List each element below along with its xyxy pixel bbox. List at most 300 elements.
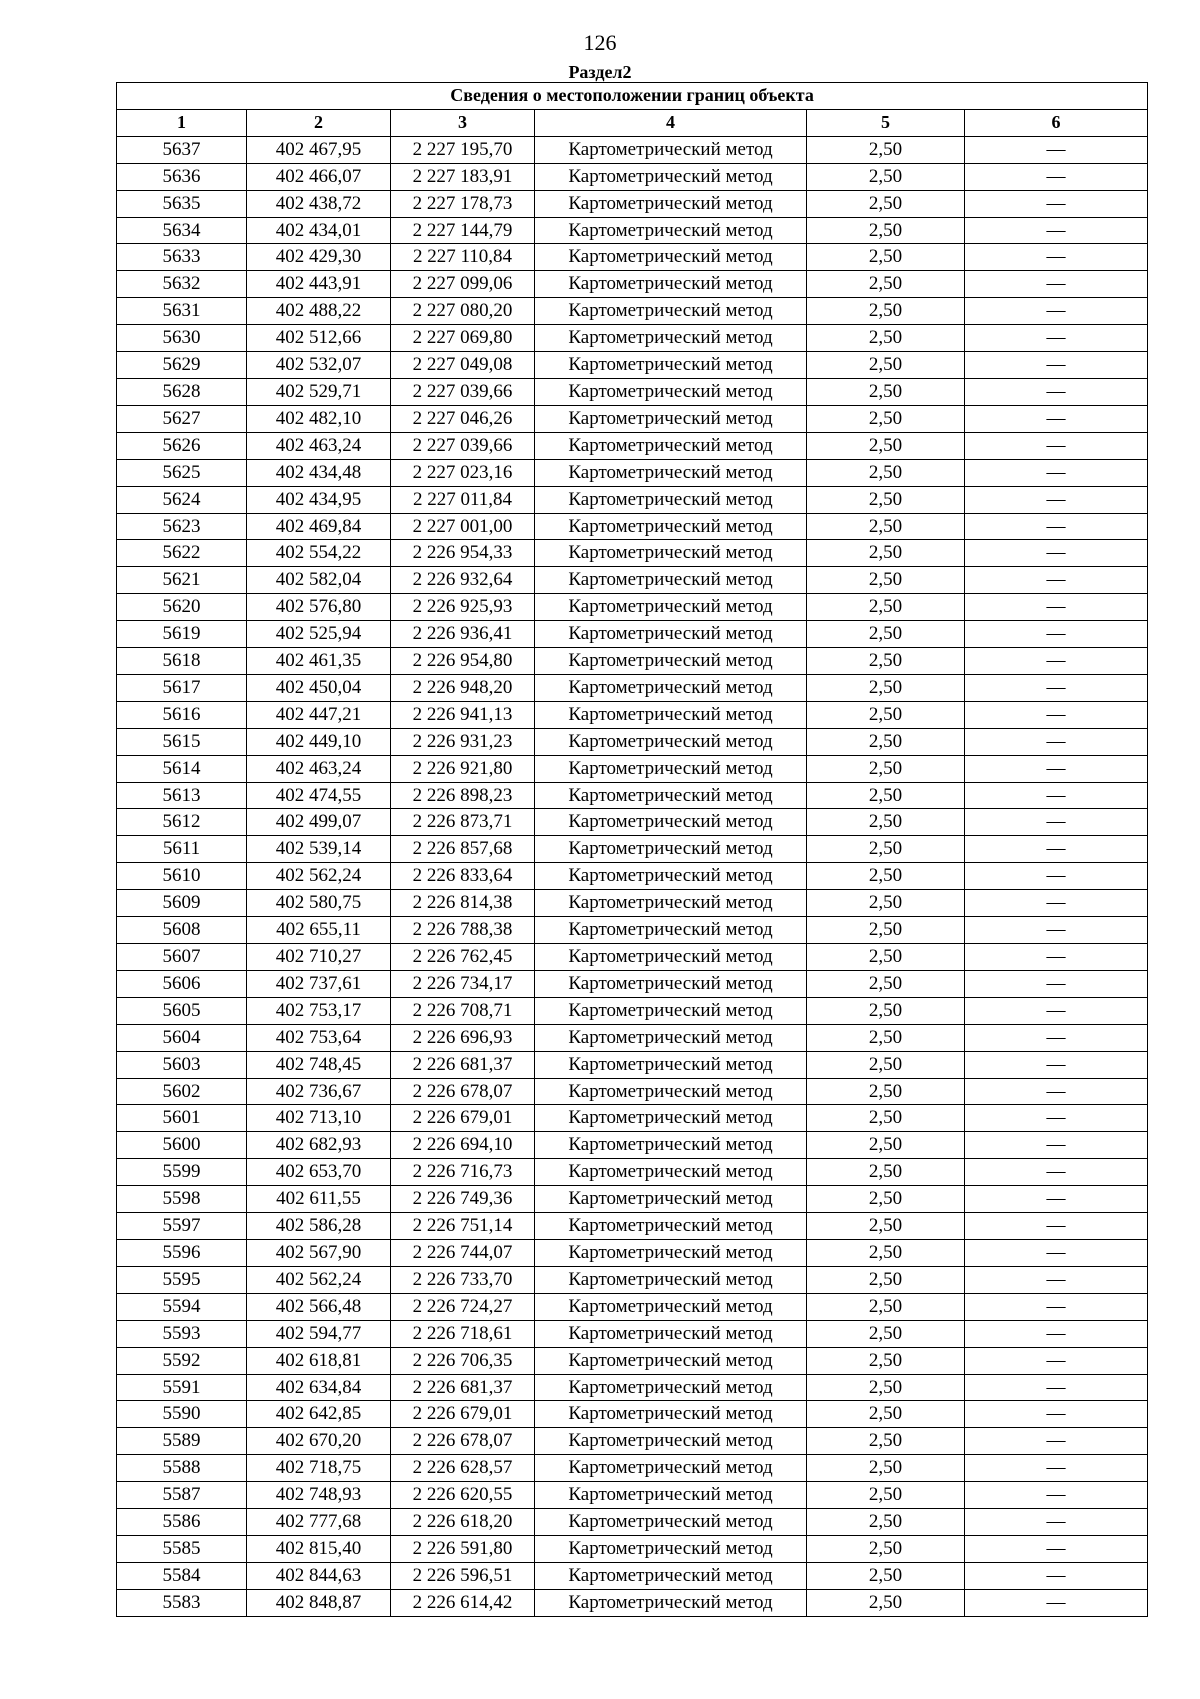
cell-y-coordinate: 2 227 049,08	[391, 352, 535, 379]
cell-y-coordinate: 2 227 144,79	[391, 217, 535, 244]
table-row	[117, 674, 1148, 701]
column-header: 1	[117, 109, 247, 136]
table-row	[117, 352, 1148, 379]
cell-description: —	[965, 836, 1148, 863]
cell-description: —	[965, 1024, 1148, 1051]
cell-y-coordinate: 2 226 936,41	[391, 621, 535, 648]
cell-accuracy: 2,50	[807, 1509, 965, 1536]
table-row	[117, 970, 1148, 997]
table-row	[117, 136, 1148, 163]
table-row	[117, 917, 1148, 944]
cell-method: Картометрический метод	[535, 1401, 807, 1428]
cell-y-coordinate: 2 226 734,17	[391, 970, 535, 997]
cell-y-coordinate: 2 227 039,66	[391, 432, 535, 459]
cell-description: —	[965, 1239, 1148, 1266]
cell-description: —	[965, 1509, 1148, 1536]
cell-y-coordinate: 2 226 941,13	[391, 701, 535, 728]
cell-x-coordinate: 402 844,63	[247, 1562, 391, 1589]
cell-y-coordinate: 2 226 679,01	[391, 1401, 535, 1428]
cell-description: —	[965, 1159, 1148, 1186]
cell-accuracy: 2,50	[807, 1562, 965, 1589]
cell-x-coordinate: 402 566,48	[247, 1293, 391, 1320]
table-body	[117, 83, 1148, 1617]
cell-x-coordinate: 402 611,55	[247, 1186, 391, 1213]
cell-x-coordinate: 402 429,30	[247, 244, 391, 271]
cell-description: —	[965, 567, 1148, 594]
cell-point-number: 5588	[117, 1455, 247, 1482]
cell-x-coordinate: 402 848,87	[247, 1589, 391, 1616]
cell-method: Картометрический метод	[535, 1132, 807, 1159]
cell-y-coordinate: 2 226 762,45	[391, 944, 535, 971]
table-row	[117, 298, 1148, 325]
cell-x-coordinate: 402 748,45	[247, 1051, 391, 1078]
cell-accuracy: 2,50	[807, 1213, 965, 1240]
cell-description: —	[965, 136, 1148, 163]
table-row	[117, 728, 1148, 755]
cell-accuracy: 2,50	[807, 701, 965, 728]
cell-description: —	[965, 163, 1148, 190]
cell-accuracy: 2,50	[807, 271, 965, 298]
cell-x-coordinate: 402 594,77	[247, 1320, 391, 1347]
table-row	[117, 1562, 1148, 1589]
table-title: Сведения о местоположении границ объекта	[117, 83, 1148, 110]
cell-y-coordinate: 2 226 931,23	[391, 728, 535, 755]
table-row	[117, 890, 1148, 917]
cell-y-coordinate: 2 226 620,55	[391, 1482, 535, 1509]
cell-accuracy: 2,50	[807, 405, 965, 432]
cell-x-coordinate: 402 576,80	[247, 594, 391, 621]
cell-x-coordinate: 402 753,17	[247, 997, 391, 1024]
cell-x-coordinate: 402 434,95	[247, 486, 391, 513]
cell-y-coordinate: 2 226 596,51	[391, 1562, 535, 1589]
cell-method: Картометрический метод	[535, 970, 807, 997]
table-row	[117, 459, 1148, 486]
cell-x-coordinate: 402 488,22	[247, 298, 391, 325]
cell-description: —	[965, 1132, 1148, 1159]
cell-accuracy: 2,50	[807, 863, 965, 890]
cell-description: —	[965, 1455, 1148, 1482]
cell-method: Картометрический метод	[535, 513, 807, 540]
cell-description: —	[965, 1051, 1148, 1078]
cell-point-number: 5616	[117, 701, 247, 728]
cell-method: Картометрический метод	[535, 567, 807, 594]
cell-y-coordinate: 2 227 011,84	[391, 486, 535, 513]
cell-point-number: 5597	[117, 1213, 247, 1240]
cell-description: —	[965, 944, 1148, 971]
cell-accuracy: 2,50	[807, 325, 965, 352]
cell-description: —	[965, 325, 1148, 352]
table-row	[117, 1239, 1148, 1266]
table-row	[117, 701, 1148, 728]
cell-point-number: 5637	[117, 136, 247, 163]
cell-description: —	[965, 1482, 1148, 1509]
cell-description: —	[965, 621, 1148, 648]
cell-accuracy: 2,50	[807, 1105, 965, 1132]
table-row	[117, 1374, 1148, 1401]
cell-point-number: 5612	[117, 809, 247, 836]
cell-method: Картометрический метод	[535, 728, 807, 755]
cell-y-coordinate: 2 226 751,14	[391, 1213, 535, 1240]
cell-description: —	[965, 271, 1148, 298]
cell-x-coordinate: 402 582,04	[247, 567, 391, 594]
cell-accuracy: 2,50	[807, 621, 965, 648]
cell-accuracy: 2,50	[807, 1266, 965, 1293]
cell-x-coordinate: 402 449,10	[247, 728, 391, 755]
cell-method: Картометрический метод	[535, 997, 807, 1024]
cell-method: Картометрический метод	[535, 1428, 807, 1455]
cell-point-number: 5635	[117, 190, 247, 217]
table-row	[117, 1213, 1148, 1240]
column-header: 3	[391, 109, 535, 136]
cell-description: —	[965, 1347, 1148, 1374]
table-row	[117, 378, 1148, 405]
cell-point-number: 5604	[117, 1024, 247, 1051]
table-row	[117, 836, 1148, 863]
cell-method: Картометрический метод	[535, 405, 807, 432]
cell-point-number: 5633	[117, 244, 247, 271]
cell-x-coordinate: 402 447,21	[247, 701, 391, 728]
cell-point-number: 5600	[117, 1132, 247, 1159]
cell-y-coordinate: 2 227 110,84	[391, 244, 535, 271]
cell-x-coordinate: 402 562,24	[247, 863, 391, 890]
cell-x-coordinate: 402 443,91	[247, 271, 391, 298]
table-row	[117, 540, 1148, 567]
table-row	[117, 513, 1148, 540]
cell-accuracy: 2,50	[807, 190, 965, 217]
cell-accuracy: 2,50	[807, 648, 965, 675]
table-row	[117, 1293, 1148, 1320]
cell-y-coordinate: 2 227 069,80	[391, 325, 535, 352]
table-row	[117, 1320, 1148, 1347]
cell-x-coordinate: 402 482,10	[247, 405, 391, 432]
cell-point-number: 5587	[117, 1482, 247, 1509]
cell-y-coordinate: 2 226 749,36	[391, 1186, 535, 1213]
table-row	[117, 1159, 1148, 1186]
cell-point-number: 5625	[117, 459, 247, 486]
table-row	[117, 405, 1148, 432]
table-row	[117, 1078, 1148, 1105]
cell-x-coordinate: 402 474,55	[247, 782, 391, 809]
cell-y-coordinate: 2 226 716,73	[391, 1159, 535, 1186]
cell-method: Картометрический метод	[535, 1105, 807, 1132]
cell-description: —	[965, 1078, 1148, 1105]
cell-x-coordinate: 402 713,10	[247, 1105, 391, 1132]
cell-description: —	[965, 1428, 1148, 1455]
cell-accuracy: 2,50	[807, 459, 965, 486]
cell-method: Картометрический метод	[535, 459, 807, 486]
cell-x-coordinate: 402 499,07	[247, 809, 391, 836]
cell-method: Картометрический метод	[535, 1266, 807, 1293]
cell-point-number: 5608	[117, 917, 247, 944]
cell-point-number: 5621	[117, 567, 247, 594]
table-row	[117, 1401, 1148, 1428]
cell-point-number: 5602	[117, 1078, 247, 1105]
cell-description: —	[965, 244, 1148, 271]
cell-method: Картометрический метод	[535, 836, 807, 863]
cell-x-coordinate: 402 532,07	[247, 352, 391, 379]
table-row	[117, 809, 1148, 836]
cell-y-coordinate: 2 227 039,66	[391, 378, 535, 405]
table-row	[117, 1186, 1148, 1213]
table-row	[117, 782, 1148, 809]
cell-method: Картометрический метод	[535, 674, 807, 701]
cell-y-coordinate: 2 227 023,16	[391, 459, 535, 486]
cell-point-number: 5613	[117, 782, 247, 809]
cell-description: —	[965, 1589, 1148, 1616]
table-row	[117, 1455, 1148, 1482]
cell-point-number: 5593	[117, 1320, 247, 1347]
table-row	[117, 190, 1148, 217]
cell-accuracy: 2,50	[807, 1455, 965, 1482]
cell-point-number: 5622	[117, 540, 247, 567]
cell-point-number: 5583	[117, 1589, 247, 1616]
cell-point-number: 5615	[117, 728, 247, 755]
cell-method: Картометрический метод	[535, 1078, 807, 1105]
cell-point-number: 5626	[117, 432, 247, 459]
cell-description: —	[965, 728, 1148, 755]
table-row	[117, 1024, 1148, 1051]
cell-point-number: 5605	[117, 997, 247, 1024]
cell-description: —	[965, 1374, 1148, 1401]
cell-method: Картометрический метод	[535, 1535, 807, 1562]
table-row	[117, 1482, 1148, 1509]
cell-accuracy: 2,50	[807, 1051, 965, 1078]
table-row	[117, 648, 1148, 675]
cell-x-coordinate: 402 815,40	[247, 1535, 391, 1562]
cell-accuracy: 2,50	[807, 728, 965, 755]
table-row	[117, 863, 1148, 890]
cell-method: Картометрический метод	[535, 755, 807, 782]
cell-accuracy: 2,50	[807, 1347, 965, 1374]
cell-description: —	[965, 432, 1148, 459]
cell-x-coordinate: 402 463,24	[247, 432, 391, 459]
cell-method: Картометрический метод	[535, 1159, 807, 1186]
cell-accuracy: 2,50	[807, 836, 965, 863]
cell-y-coordinate: 2 226 708,71	[391, 997, 535, 1024]
cell-method: Картометрический метод	[535, 163, 807, 190]
cell-x-coordinate: 402 618,81	[247, 1347, 391, 1374]
boundary-coordinates-table	[116, 82, 1148, 1617]
cell-x-coordinate: 402 529,71	[247, 378, 391, 405]
cell-point-number: 5594	[117, 1293, 247, 1320]
cell-accuracy: 2,50	[807, 944, 965, 971]
table-row	[117, 567, 1148, 594]
cell-y-coordinate: 2 226 857,68	[391, 836, 535, 863]
cell-y-coordinate: 2 226 678,07	[391, 1078, 535, 1105]
cell-y-coordinate: 2 227 001,00	[391, 513, 535, 540]
cell-method: Картометрический метод	[535, 890, 807, 917]
cell-accuracy: 2,50	[807, 1132, 965, 1159]
cell-accuracy: 2,50	[807, 1401, 965, 1428]
cell-method: Картометрический метод	[535, 1320, 807, 1347]
cell-y-coordinate: 2 226 733,70	[391, 1266, 535, 1293]
column-header: 6	[965, 109, 1148, 136]
cell-x-coordinate: 402 634,84	[247, 1374, 391, 1401]
cell-description: —	[965, 648, 1148, 675]
cell-accuracy: 2,50	[807, 997, 965, 1024]
cell-y-coordinate: 2 226 814,38	[391, 890, 535, 917]
cell-point-number: 5614	[117, 755, 247, 782]
cell-method: Картометрический метод	[535, 1455, 807, 1482]
cell-y-coordinate: 2 226 628,57	[391, 1455, 535, 1482]
cell-accuracy: 2,50	[807, 674, 965, 701]
cell-method: Картометрический метод	[535, 136, 807, 163]
cell-description: —	[965, 701, 1148, 728]
cell-x-coordinate: 402 469,84	[247, 513, 391, 540]
cell-y-coordinate: 2 226 788,38	[391, 917, 535, 944]
cell-y-coordinate: 2 226 681,37	[391, 1051, 535, 1078]
cell-description: —	[965, 1293, 1148, 1320]
cell-accuracy: 2,50	[807, 432, 965, 459]
cell-method: Картометрический метод	[535, 190, 807, 217]
cell-point-number: 5609	[117, 890, 247, 917]
cell-y-coordinate: 2 226 921,80	[391, 755, 535, 782]
cell-x-coordinate: 402 467,95	[247, 136, 391, 163]
cell-description: —	[965, 1186, 1148, 1213]
cell-point-number: 5620	[117, 594, 247, 621]
cell-accuracy: 2,50	[807, 890, 965, 917]
cell-y-coordinate: 2 226 706,35	[391, 1347, 535, 1374]
cell-point-number: 5603	[117, 1051, 247, 1078]
cell-description: —	[965, 674, 1148, 701]
cell-accuracy: 2,50	[807, 917, 965, 944]
cell-point-number: 5591	[117, 1374, 247, 1401]
cell-y-coordinate: 2 227 046,26	[391, 405, 535, 432]
cell-y-coordinate: 2 226 932,64	[391, 567, 535, 594]
cell-y-coordinate: 2 226 618,20	[391, 1509, 535, 1536]
cell-point-number: 5596	[117, 1239, 247, 1266]
cell-x-coordinate: 402 562,24	[247, 1266, 391, 1293]
cell-y-coordinate: 2 227 080,20	[391, 298, 535, 325]
cell-description: —	[965, 540, 1148, 567]
table-row	[117, 621, 1148, 648]
cell-x-coordinate: 402 737,61	[247, 970, 391, 997]
cell-method: Картометрический метод	[535, 352, 807, 379]
table-row	[117, 944, 1148, 971]
cell-y-coordinate: 2 226 679,01	[391, 1105, 535, 1132]
cell-x-coordinate: 402 463,24	[247, 755, 391, 782]
cell-x-coordinate: 402 748,93	[247, 1482, 391, 1509]
table-row	[117, 1428, 1148, 1455]
cell-x-coordinate: 402 736,67	[247, 1078, 391, 1105]
cell-y-coordinate: 2 227 178,73	[391, 190, 535, 217]
cell-x-coordinate: 402 434,48	[247, 459, 391, 486]
cell-accuracy: 2,50	[807, 1374, 965, 1401]
cell-y-coordinate: 2 226 873,71	[391, 809, 535, 836]
table-row	[117, 1589, 1148, 1616]
cell-point-number: 5610	[117, 863, 247, 890]
cell-point-number: 5631	[117, 298, 247, 325]
cell-method: Картометрический метод	[535, 1589, 807, 1616]
table-row	[117, 244, 1148, 271]
cell-accuracy: 2,50	[807, 486, 965, 513]
cell-accuracy: 2,50	[807, 378, 965, 405]
column-header: 5	[807, 109, 965, 136]
table-row	[117, 1132, 1148, 1159]
cell-x-coordinate: 402 642,85	[247, 1401, 391, 1428]
cell-accuracy: 2,50	[807, 136, 965, 163]
cell-point-number: 5606	[117, 970, 247, 997]
cell-method: Картометрический метод	[535, 325, 807, 352]
section-title: Раздел2	[568, 62, 632, 82]
cell-accuracy: 2,50	[807, 567, 965, 594]
cell-y-coordinate: 2 226 681,37	[391, 1374, 535, 1401]
cell-accuracy: 2,50	[807, 1186, 965, 1213]
table-row	[117, 997, 1148, 1024]
cell-accuracy: 2,50	[807, 1159, 965, 1186]
table-row	[117, 271, 1148, 298]
table-row	[117, 1051, 1148, 1078]
table-row	[117, 1347, 1148, 1374]
cell-point-number: 5627	[117, 405, 247, 432]
cell-point-number: 5623	[117, 513, 247, 540]
cell-point-number: 5632	[117, 271, 247, 298]
cell-method: Картометрический метод	[535, 648, 807, 675]
cell-point-number: 5619	[117, 621, 247, 648]
cell-x-coordinate: 402 682,93	[247, 1132, 391, 1159]
cell-x-coordinate: 402 438,72	[247, 190, 391, 217]
table-row	[117, 163, 1148, 190]
cell-accuracy: 2,50	[807, 217, 965, 244]
cell-x-coordinate: 402 655,11	[247, 917, 391, 944]
cell-y-coordinate: 2 226 718,61	[391, 1320, 535, 1347]
cell-point-number: 5636	[117, 163, 247, 190]
cell-method: Картометрический метод	[535, 271, 807, 298]
cell-description: —	[965, 1562, 1148, 1589]
cell-y-coordinate: 2 226 954,80	[391, 648, 535, 675]
cell-accuracy: 2,50	[807, 782, 965, 809]
cell-point-number: 5599	[117, 1159, 247, 1186]
cell-method: Картометрический метод	[535, 594, 807, 621]
cell-accuracy: 2,50	[807, 1535, 965, 1562]
table-row	[117, 1105, 1148, 1132]
cell-x-coordinate: 402 434,01	[247, 217, 391, 244]
cell-y-coordinate: 2 226 678,07	[391, 1428, 535, 1455]
cell-x-coordinate: 402 586,28	[247, 1213, 391, 1240]
cell-method: Картометрический метод	[535, 1509, 807, 1536]
cell-x-coordinate: 402 670,20	[247, 1428, 391, 1455]
cell-point-number: 5634	[117, 217, 247, 244]
cell-description: —	[965, 486, 1148, 513]
cell-description: —	[965, 298, 1148, 325]
cell-y-coordinate: 2 226 954,33	[391, 540, 535, 567]
cell-description: —	[965, 890, 1148, 917]
cell-method: Картометрический метод	[535, 1374, 807, 1401]
cell-point-number: 5607	[117, 944, 247, 971]
cell-description: —	[965, 1213, 1148, 1240]
cell-description: —	[965, 190, 1148, 217]
table-row	[117, 486, 1148, 513]
cell-x-coordinate: 402 580,75	[247, 890, 391, 917]
cell-accuracy: 2,50	[807, 970, 965, 997]
cell-point-number: 5584	[117, 1562, 247, 1589]
cell-method: Картометрический метод	[535, 944, 807, 971]
cell-accuracy: 2,50	[807, 1078, 965, 1105]
cell-y-coordinate: 2 227 195,70	[391, 136, 535, 163]
cell-point-number: 5629	[117, 352, 247, 379]
cell-x-coordinate: 402 710,27	[247, 944, 391, 971]
cell-description: —	[965, 459, 1148, 486]
cell-accuracy: 2,50	[807, 1024, 965, 1051]
cell-x-coordinate: 402 466,07	[247, 163, 391, 190]
cell-accuracy: 2,50	[807, 809, 965, 836]
cell-accuracy: 2,50	[807, 540, 965, 567]
cell-y-coordinate: 2 226 744,07	[391, 1239, 535, 1266]
cell-method: Картометрический метод	[535, 1213, 807, 1240]
cell-method: Картометрический метод	[535, 540, 807, 567]
cell-description: —	[965, 1266, 1148, 1293]
cell-accuracy: 2,50	[807, 1320, 965, 1347]
